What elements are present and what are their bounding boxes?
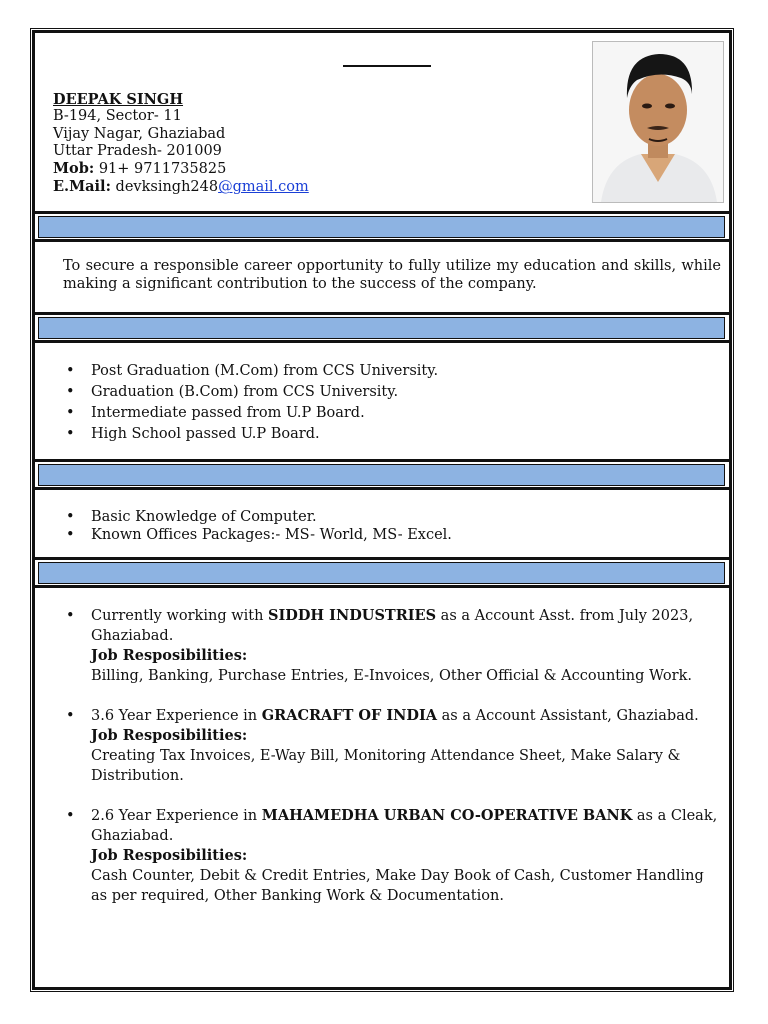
skills-list [63, 508, 452, 544]
email-user: devksingh248 [110, 179, 219, 196]
job-duties: Cash Counter, Debit & Credit Entries, Make Day Book of Cash, Customer Handling as per required, Other Banking Work & Documentation. [91, 868, 704, 904]
company-name: SIDDH INDUSTRIES [268, 607, 437, 624]
divider [35, 585, 729, 588]
list-item: • High School passed U.P Board. [63, 424, 438, 445]
contact-header [53, 91, 309, 197]
email-label: E.Mail: [53, 178, 111, 196]
address-line-1: B-194, Sector- 11 [53, 108, 182, 125]
divider [35, 312, 729, 315]
top-decorative-line [343, 65, 431, 67]
company-name: GRACRAFT OF INDIA [261, 707, 438, 724]
job-duties: Billing, Banking, Purchase Entries, E-Invoices, Other Official & Accounting Work. [91, 668, 692, 684]
email-line [53, 178, 309, 196]
email-link[interactable]: @gmail.com [218, 179, 309, 196]
experience-item [63, 706, 723, 786]
job-responsibilities-label: Job Resposibilities: [91, 647, 248, 664]
experience-role: as a Cleak, Ghaziabad. [91, 808, 718, 844]
section-band-education [38, 317, 725, 339]
divider [35, 211, 729, 214]
list-item: • Basic Knowledge of Computer. [63, 508, 452, 526]
experience-role: as a Account Asst. from July 2023, Ghaziabad. [91, 608, 694, 644]
mobile-label: Mob: [53, 160, 95, 178]
job-responsibilities-label: Job Resposibilities: [91, 727, 248, 744]
experience-item [63, 606, 723, 686]
list-item: • Graduation (B.Com) from CCS University. [63, 382, 438, 403]
job-responsibilities-label: Job Resposibilities: [91, 847, 248, 864]
experience-role: as a Account Assistant, Ghaziabad. [437, 708, 699, 724]
section-band-skills [38, 464, 725, 486]
mobile-line [53, 160, 309, 178]
list-item: • Post Graduation (M.Com) from CCS University. [63, 361, 438, 382]
resume-page [32, 30, 732, 990]
mobile-number: 91+ 9711735825 [94, 161, 227, 178]
job-duties: Creating Tax Invoices, E-Way Bill, Monitoring Attendance Sheet, Make Salary & Distribution. [91, 748, 681, 784]
divider [35, 557, 729, 560]
list-item: • Known Offices Packages:- MS- World, MS- Excel. [63, 526, 452, 544]
experience-item [63, 806, 723, 906]
section-band-experience [38, 562, 725, 584]
section-band-objective [38, 216, 725, 238]
candidate-name: DEEPAK SINGH [53, 91, 184, 108]
list-item: • Intermediate passed from U.P Board. [63, 403, 438, 424]
career-objective-text: To secure a responsible career opportunity to fully utilize my education and skills, while making a significant contribution to the success of the company. [63, 258, 721, 292]
education-list [63, 361, 438, 445]
experience-list [63, 606, 723, 926]
experience-intro: 2.6 Year Experience in [91, 808, 262, 824]
divider [35, 459, 729, 462]
profile-photo [592, 41, 724, 203]
experience-intro: Currently working with [91, 608, 269, 624]
person-photo-icon [593, 42, 723, 202]
company-name: MAHAMEDHA URBAN CO-OPERATIVE BANK [261, 807, 633, 824]
divider [35, 239, 729, 242]
divider [35, 340, 729, 343]
experience-intro: 3.6 Year Experience in [91, 708, 262, 724]
address-line-2: Vijay Nagar, Ghaziabad [53, 125, 226, 142]
divider [35, 487, 729, 490]
address-line-3: Uttar Pradesh- 201009 [53, 142, 222, 159]
